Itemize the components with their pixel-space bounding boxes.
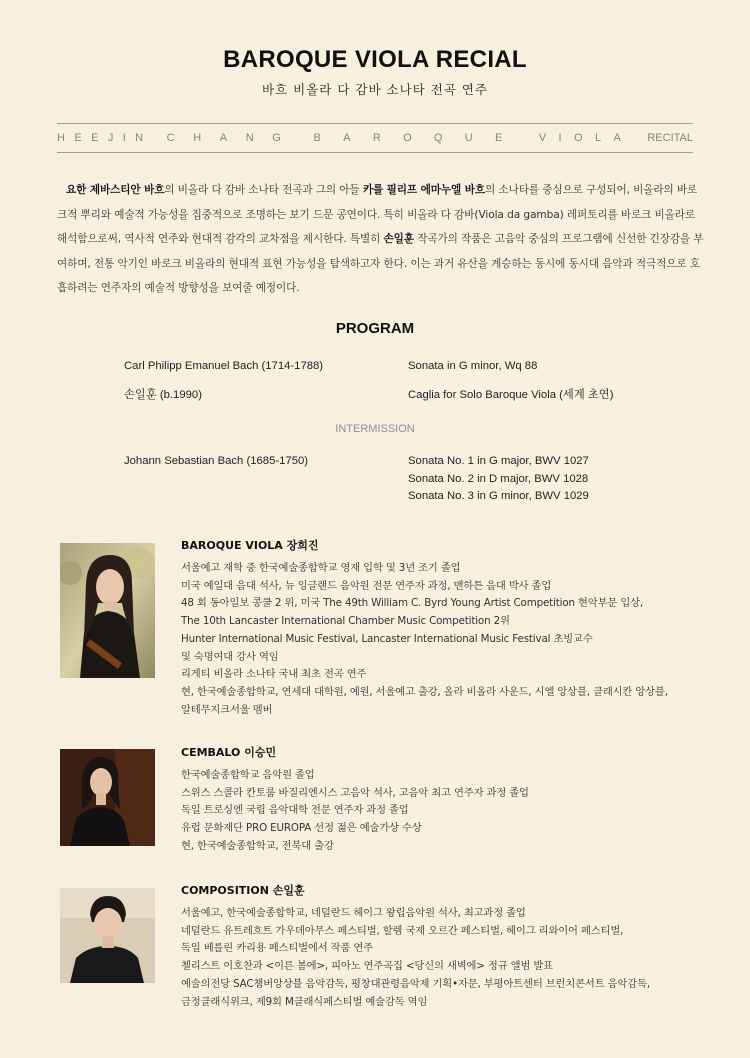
bio-heading <box>181 537 721 553</box>
bio-line: 리게티 비올라 소나타 국내 최초 전곡 연주 <box>181 668 367 681</box>
page-title: BAROQUE VIOLA RECIAL <box>223 46 527 73</box>
bio-line: 예술의전당 SAC챔버앙상블 음악감독, 평창대관령음악제 기획•자문, 부평아트센터 브런치콘서트 음악감독, <box>181 977 650 990</box>
program-work-list <box>408 453 589 506</box>
banner-word: CHANG <box>166 132 300 144</box>
banner-word: BAROQUE <box>313 132 525 144</box>
bio-viola <box>181 537 721 719</box>
banner-word: HEEJIN <box>57 132 153 144</box>
bio-line: 및 숙명여대 강사 역임 <box>181 650 279 663</box>
bio-lines <box>181 560 721 719</box>
bio-lines <box>181 767 721 856</box>
intermission-label: INTERMISSION <box>335 423 415 435</box>
banner-word: RECITAL <box>647 132 693 144</box>
bio-person-name: 이승민 <box>244 746 277 759</box>
program-work: Caglia for Solo Baroque Viola (세계 초연) <box>408 389 614 401</box>
bio-line: 알테무지크서울 멤버 <box>181 703 273 716</box>
intro-bold-son: 카를 필리프 에마누엘 바흐 <box>362 184 486 196</box>
program-work: Sonata No. 2 in D major, BWV 1028 <box>408 472 589 485</box>
page-subtitle: 바흐 비올라 다 감바 소나타 전곡 연주 <box>262 82 488 97</box>
bio-cembalo <box>181 744 721 856</box>
program-composer: Johann Sebastian Bach (1685-1750) <box>124 455 309 467</box>
bio-line: 현, 한국예술종합학교, 전북대 출강 <box>181 839 334 852</box>
program-work: Sonata No. 1 in G major, BWV 1027 <box>408 455 589 467</box>
bio-heading <box>181 882 721 898</box>
bio-line: Hunter International Music Festival, Lancaster International Music Festival 초빙교수 <box>181 632 593 645</box>
bio-heading <box>181 744 721 760</box>
intro-text: 의 비올라 다 감바 소나타 전곡과 그의 아들 <box>164 184 363 196</box>
intro-text: 의 소나타를 중심으로 구성되어, 비올라의 바로크적 뿌리와 예술적 가능성을 집중적으로 조명하는 보기 드문 공연이다. 특히 비올라 다 감바(Viola da gamba) 레퍼토리를 바로크 비올라로 해석함으로써, 역사적 연주와 현대적 감각의 교차점을 제시한다. 특별히 <box>57 184 698 246</box>
intro-bold-composer: 요한 제바스티안 바흐 <box>66 184 165 196</box>
bio-line: 금정클래식위크, 제9회 M클래식페스티벌 예술감독 역임 <box>181 995 428 1008</box>
bio-line: 서울예고 재학 중 한국예술종합학교 영재 입학 및 3년 조기 졸업 <box>181 562 461 574</box>
bio-line: 미국 예일대 음대 석사, 뉴 잉글랜드 음악원 전문 연주자 과정, 맨하튼 음대 박사 졸업 <box>181 579 552 592</box>
program-composer: 손일훈 (b.1990) <box>124 389 202 401</box>
bio-line: 유럽 문화재단 PRO EUROPA 선정 젊은 예술가상 수상 <box>181 822 422 835</box>
performer-photo-viola <box>60 543 155 678</box>
program-work: Sonata in G minor, Wq 88 <box>408 360 538 372</box>
bio-person-name: 장희진 <box>286 539 319 552</box>
intro-text: 작곡가의 작품은 고음악 중심의 프로그램에 신선한 긴장감을 부여하며, 전통 악기인 바로크 비올라의 현대적 표현 가능성을 탐색하고자 한다. 이는 과거 유산을 계승하는 동시에 동시대 음악과 적극적으로 호흡하려는 연주자의 예술적 방향성을 보여줄 예정이다. <box>57 233 704 295</box>
bio-line: 현, 한국예술종합학교, 연세대 대학원, 예원, 서울예고 출강, 올라 비올라 사운드, 시엘 앙상블, 클래시칸 앙상블, <box>181 685 668 698</box>
bio-role: BAROQUE VIOLA <box>181 539 283 552</box>
bio-line: 48 회 동아일보 콩쿨 2 위, 미국 The 49th William C. Byrd Young Artist Competition 현악부문 입상, <box>181 597 644 610</box>
program-work: Sonata No. 3 in G minor, BWV 1029 <box>408 490 589 502</box>
intro-paragraph <box>57 178 707 301</box>
bio-line: 서울예고, 한국예술종합학교, 네덜란드 헤이그 왕립음악원 석사, 최고과정 졸업 <box>181 907 526 919</box>
bio-lines <box>181 905 721 1011</box>
banner-word: VIOLA <box>538 132 634 144</box>
intro-bold-composer2: 손일훈 <box>383 233 414 246</box>
bio-line: 스위스 스콜라 칸토룸 바질리엔시스 고음악 석사, 고음악 최고 연주자 과정 졸업 <box>181 786 529 799</box>
bio-line: 한국예술종합학교 음악원 졸업 <box>181 769 315 781</box>
bio-line: 네덜란드 유트레흐트 가우데아무스 페스티벌, 할렘 국제 오르간 페스티벌, 헤이그 리와이어 페스티벌, <box>181 924 624 937</box>
bio-role: COMPOSITION <box>181 884 269 897</box>
bio-line: 첼리스트 이호찬과 <이른 봄에>, 피아노 연주곡집 <당신의 새벽에> 정규 앨범 발표 <box>181 960 553 973</box>
bio-line: The 10th Lancaster International Chamber Music Competition 2위 <box>181 615 510 628</box>
performer-photo-composer <box>60 888 155 983</box>
bio-composer <box>181 882 721 1011</box>
program-heading: PROGRAM <box>335 320 415 337</box>
program-composer: Carl Philipp Emanuel Bach (1714-1788) <box>124 360 324 372</box>
bio-line: 독일 베를린 카리용 페스티벌에서 작품 연주 <box>181 942 373 955</box>
performer-photo-cembalo <box>60 749 155 846</box>
recital-banner <box>57 123 693 153</box>
bio-person-name: 손일훈 <box>272 884 305 897</box>
bio-role: CEMBALO <box>181 746 241 759</box>
bio-line: 독일 트로싱엔 국립 음악대학 전문 연주자 과정 졸업 <box>181 804 409 817</box>
